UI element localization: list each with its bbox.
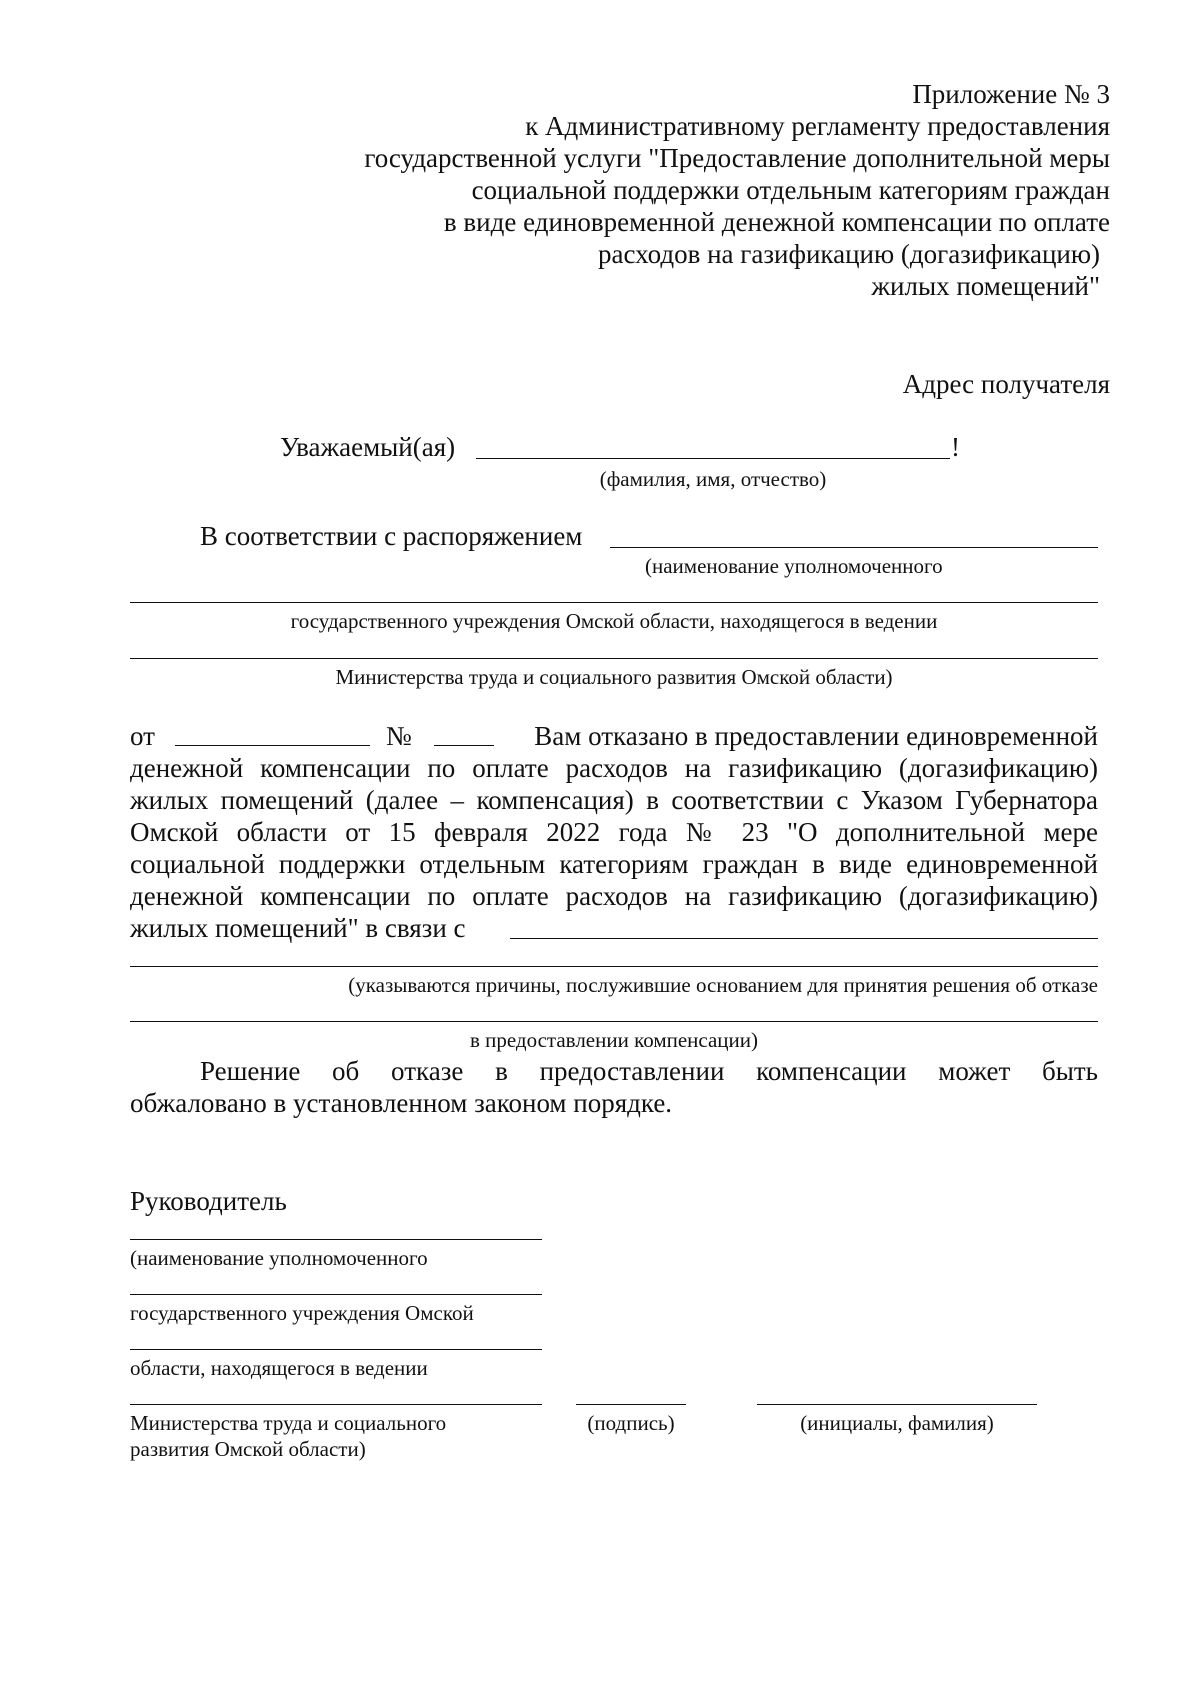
reason-hint-1: (указываются причины, послужившие основанием для принятия решения об отказе [348, 973, 1098, 997]
sig-org-text-4: Министерства труда и социального [130, 1411, 447, 1435]
body-line-2: денежной компенсации по оплате расходов на газификацию (догазификацию) [130, 753, 1098, 783]
body-line-4: Омской области от 15 февраля 2022 года № 23 "О дополнительной мере [130, 817, 1098, 847]
sig-org-line-2 [130, 1294, 542, 1295]
sig-org-line-3 [130, 1349, 542, 1350]
appeal-line-2: обжаловано в установленном законом порядке. [130, 1088, 673, 1118]
greeting-label: Уважаемый(ая) [280, 432, 456, 462]
order-line-1 [610, 547, 1098, 548]
body-line-3: жилых помещений (далее – компенсация) в соответствии с Указом Губернатора [130, 785, 1098, 815]
sig-org-text-3: области, находящегося в ведении [130, 1356, 428, 1380]
sig-org-line-4 [130, 1404, 542, 1405]
reason-hint-2: в предоставлении компенсации) [469, 1028, 759, 1052]
order-label: В соответствии с распоряжением [200, 521, 583, 551]
appeal-line-1: Решение об отказе в предоставлении компенсации может быть [200, 1056, 1098, 1086]
appendix-number: Приложение № 3 [912, 79, 1110, 109]
initials-hint: (инициалы, фамилия) [800, 1411, 994, 1435]
sig-org-text-2: государственного учреждения Омской [130, 1301, 474, 1325]
reason-line-1 [510, 938, 1098, 939]
body-line-1-rest: Вам отказано в предоставлении единовременной [534, 721, 1098, 751]
sig-org-line-1 [130, 1239, 542, 1240]
greeting-name-line [476, 458, 950, 459]
header-line-5: расходов на газификацию (догазификацию) [598, 239, 1100, 269]
order-line-2 [130, 602, 1098, 603]
header-line-3: социальной поддержки отдельным категориям граждан [471, 175, 1110, 205]
body-line-5: социальной поддержки отдельным категориям граждан в виде единовременной [130, 849, 1098, 879]
signature-line [576, 1404, 686, 1405]
initials-line [757, 1404, 1037, 1405]
body-line-6: денежной компенсации по оплате расходов на газификацию (догазификацию) [130, 881, 1098, 911]
header-line-2: государственной услуги "Предоставление дополнительной меры [364, 143, 1110, 173]
reason-line-3 [130, 1021, 1098, 1022]
sig-org-text-1: (наименование уполномоченного [130, 1246, 428, 1270]
signature-hint: (подпись) [587, 1411, 675, 1435]
order-hint-3: Министерства труда и социального развития Омской области) [335, 665, 893, 689]
header-line-6: жилых помещений" [871, 271, 1100, 301]
from-label: от [130, 721, 155, 751]
order-hint-1: (наименование уполномоченного [645, 554, 943, 578]
signature-head: Руководитель [130, 1186, 287, 1216]
header-line-4: в виде единовременной денежной компенсации по оплате [443, 207, 1110, 237]
greeting-exclamation: ! [951, 432, 960, 462]
date-line [175, 745, 370, 746]
recipient-address: Адрес получателя [902, 369, 1110, 399]
number-sign: № [386, 721, 412, 751]
body-line-7: жилых помещений" в связи с [130, 913, 466, 943]
number-line [434, 745, 494, 746]
greeting-hint: (фамилия, имя, отчество) [599, 467, 827, 491]
order-hint-2: государственного учреждения Омской области, находящегося в ведении [290, 609, 938, 633]
reason-line-2 [130, 966, 1098, 967]
header-line-1: к Административному регламенту предоставления [525, 111, 1110, 141]
sig-org-text-5: развития Омской области) [130, 1437, 366, 1461]
order-line-3 [130, 658, 1098, 659]
